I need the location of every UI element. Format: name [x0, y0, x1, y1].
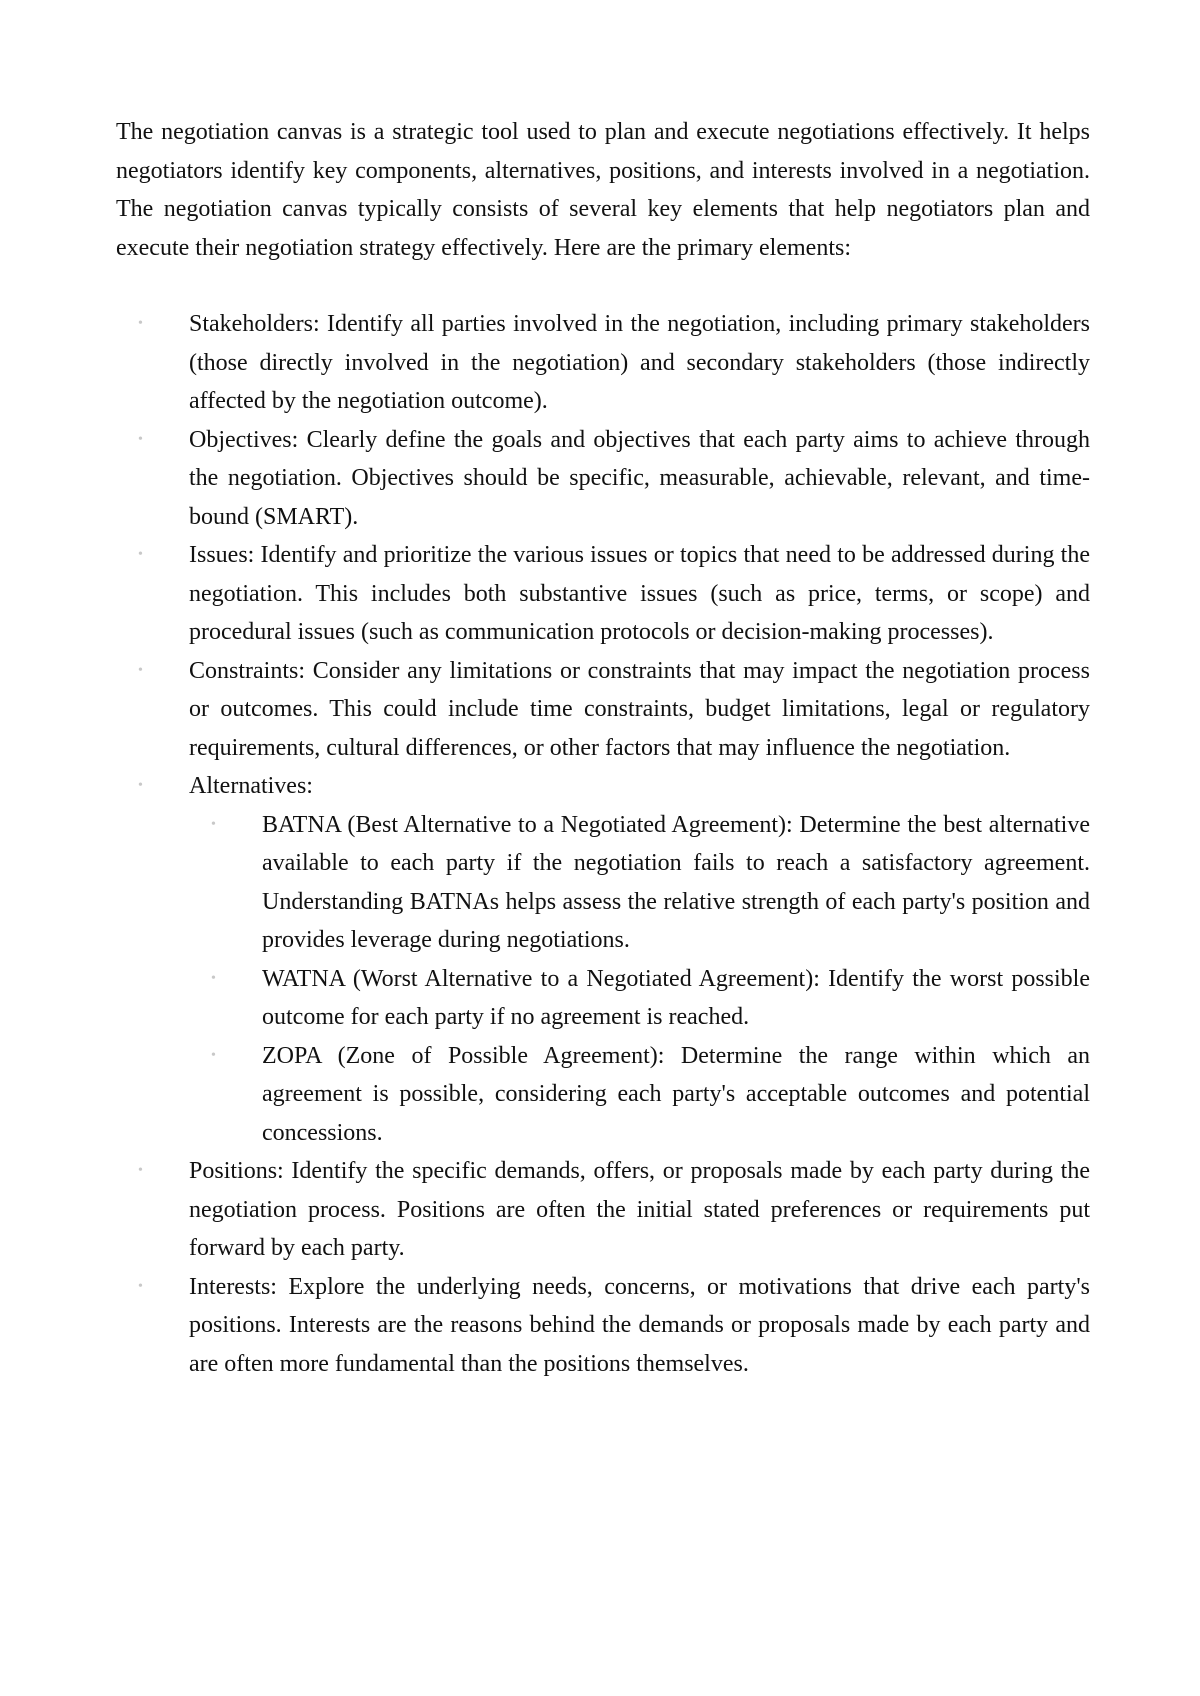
bullet-icon: • — [211, 970, 216, 986]
sublist-item-zopa — [189, 1037, 1090, 1153]
list-item-text: Objectives: Clearly define the goals and objectives that each party aims to achieve through the negotiation. Objectives should be specific, measurable, achievable, relevant, and time-bound (SMART). — [189, 426, 1090, 530]
list-item-text: Issues: Identify and prioritize the various issues or topics that need to be addressed during the negotiation. This includes both substantive issues (such as price, terms, or scope) and procedural issues (such as communication protocols or decision-making processes). — [189, 542, 1090, 645]
bullet-icon: • — [138, 547, 143, 562]
sublist-item-text: BATNA (Best Alternative to a Negotiated Agreement): Determine the best alternative available to each party if the negotiation fails to reach a satisfactory agreement. Understanding BATNAs helps assess the relative strength of each party's position and provides leverage during negotiations. — [262, 811, 1090, 953]
list-item-stakeholders — [116, 305, 1090, 421]
list-item-text: Stakeholders: Identify all parties involved in the negotiation, including primary stakeholders (those directly involved in the negotiation) and secondary stakeholders (those indirectly affected by the negotiation outcome). — [189, 311, 1090, 414]
list-item-text: Alternatives: — [189, 773, 313, 799]
sublist-item-batna — [189, 806, 1090, 960]
document-page — [116, 113, 1090, 1383]
bullet-icon: • — [138, 778, 143, 793]
sublist-item-text: ZOPA (Zone of Possible Agreement): Determine the range within which an agreement is possible, considering each party's acceptable outcomes and potential concessions. — [262, 1042, 1090, 1146]
bullet-icon: • — [138, 1278, 143, 1294]
list-item-interests — [116, 1268, 1090, 1384]
bullet-icon: • — [211, 1047, 216, 1063]
bullet-icon: • — [138, 662, 143, 678]
sublist-item-text: WATNA (Worst Alternative to a Negotiated Agreement): Identify the worst possible outcome for each party if no agreement is reached. — [262, 965, 1090, 1030]
list-item-text: Positions: Identify the specific demands, offers, or proposals made by each party during the negotiation process. Positions are often the initial stated preferences or requirements put forward by each party. — [189, 1158, 1090, 1261]
list-item-text: Interests: Explore the underlying needs, concerns, or motivations that drive each party's positions. Interests are the reasons behind the demands or proposals made by each party and are often more fundamental than the positions themselves. — [189, 1273, 1090, 1377]
list-item-positions — [116, 1152, 1090, 1268]
intro-paragraph: The negotiation canvas is a strategic tool used to plan and execute negotiations effectively. It helps negotiators identify key components, alternatives, positions, and interests involved in a negotiation. The negotiation canvas typically consists of several key elements that help negotiators plan and execute their negotiation strategy effectively. Here are the primary elements: — [116, 119, 1090, 261]
bullet-icon: • — [211, 816, 216, 832]
elements-list — [116, 305, 1090, 1383]
list-item-constraints — [116, 652, 1090, 768]
sublist-item-watna — [189, 960, 1090, 1037]
list-item-issues — [116, 536, 1090, 652]
bullet-icon: • — [138, 316, 143, 331]
list-item-objectives — [116, 421, 1090, 537]
alternatives-sublist — [189, 806, 1090, 1153]
list-item-text: Constraints: Consider any limitations or constraints that may impact the negotiation process or outcomes. This could include time constraints, budget limitations, legal or regulatory requirements, cultural differences, or other factors that may influence the negotiation. — [189, 657, 1090, 761]
list-item-alternatives — [116, 767, 1090, 1152]
bullet-icon: • — [138, 1163, 143, 1178]
bullet-icon: • — [138, 431, 143, 447]
